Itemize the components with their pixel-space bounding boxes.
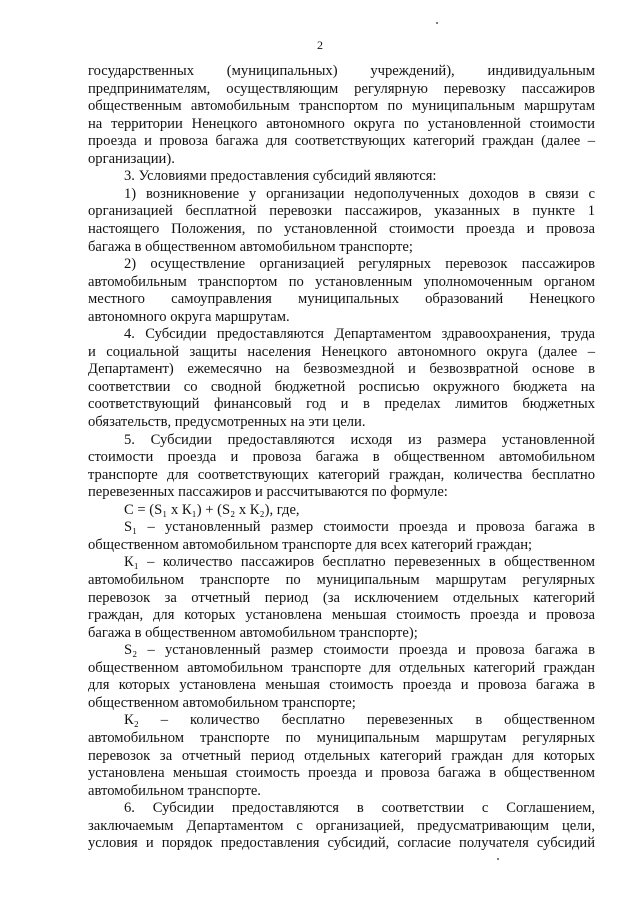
text-line: стоимости проезда и провоза багажа в общественном автомобильном <box>88 449 595 466</box>
text-line: общественном автомобильном транспорте для всех категорий граждан; <box>88 536 533 553</box>
text-line: государственных (муниципальных) учреждений), индивидуальным <box>88 63 595 79</box>
text-line: автомобильном транспорте по муниципальным маршрутам регулярных <box>88 729 595 746</box>
text-line: общественным автомобильным транспортом по муниципальным маршрутам <box>88 98 595 115</box>
text-line: S₂ – установленный размер стоимости проезда и провоза багажа в <box>124 642 595 659</box>
text-line: 1) возникновение у организации недополученных доходов в связи с <box>124 185 595 202</box>
text-line: перевезенных пассажиров и рассчитываются по формуле: <box>88 484 448 501</box>
text-line: соответствующий финансовый год и в пределах лимитов бюджетных <box>88 396 595 413</box>
text-line: багажа в общественном автомобильном транспорте); <box>88 624 418 641</box>
text-line: 2) осуществление организацией регулярных перевозок пассажиров <box>124 256 595 273</box>
text-line: обязательств, предусмотренных на эти цели. <box>88 414 366 430</box>
text-line: установлена меньшая стоимость проезда и провоза багажа в общественном <box>88 765 595 781</box>
text-line: автономного округа маршрутам. <box>88 308 290 325</box>
text-line: багажа в общественном автомобильном транспорте; <box>88 238 413 255</box>
text-line: К₁ – количество пассажиров бесплатно перевезенных в общественном <box>124 554 595 571</box>
text-line: граждан, для которых установлена меньшая стоимость проезда и провоза <box>88 607 595 624</box>
text-line: и социальной защиты населения Ненецкого автономного округа (далее – <box>88 343 595 360</box>
text-line: общественном автомобильном транспорте для отдельных категорий граждан <box>88 659 595 676</box>
text-line: организации). <box>88 150 175 167</box>
text-line: заключаемым Департаментом с организацией, предусматривающим цели, <box>88 817 595 834</box>
text-line: для которых установлена меньшая стоимость проезда и провоза багажа в <box>88 677 595 694</box>
scan-speck <box>497 858 499 860</box>
scan-speck <box>436 22 438 24</box>
text-line: 5. Субсидии предоставляются исходя из размера установленной <box>124 431 595 448</box>
text-line: 3. Условиями предоставления субсидий являются: <box>124 168 437 185</box>
text-line: автомобильном транспорте. <box>88 782 261 799</box>
text-line: перевозок за отчетный период отдельных категорий граждан для которых <box>88 747 595 764</box>
text-line: на территории Ненецкого автономного округа по установленной стоимости <box>88 115 595 132</box>
text-line: S₁ – установленный размер стоимости проезда и провоза багажа в <box>124 519 595 536</box>
text-line: К₂ – количество бесплатно перевезенных в общественном <box>124 712 595 729</box>
text-line: Департамент) ежемесячно на безвозмездной и безвозвратной основе в <box>88 361 595 378</box>
text-line: 4. Субсидии предоставляются Департаментом здравоохранения, труда <box>124 326 595 343</box>
text-line: автомобильным транспортом по установленным уполномоченным органом <box>88 273 595 290</box>
text-line: условия и порядок предоставления субсидий, согласие получателя субсидий <box>88 835 595 852</box>
page-number: 2 <box>317 38 323 52</box>
text-line: проезда и провоза багажа для соответствующих категорий граждан (далее – <box>88 133 595 150</box>
text-line: перевозок за отчетный период (за исключением отдельных категорий <box>88 589 595 606</box>
text-line: транспорте для соответствующих категорий граждан, количества бесплатно <box>88 466 595 483</box>
text-line: предпринимателям, осуществляющим регулярную перевозку пассажиров <box>88 80 595 97</box>
text-line: автомобильном транспорте по муниципальным маршрутам регулярных <box>88 572 595 588</box>
text-line: 6. Субсидии предоставляются в соответствии с Соглашением, <box>124 800 595 817</box>
text-line: С = (S₁ х К₁) + (S₂ х К₂), где, <box>124 501 300 518</box>
text-line: организацией бесплатной перевозки пассажиров, указанных в пункте 1 <box>88 203 595 220</box>
text-line: общественном автомобильном транспорте; <box>88 694 356 711</box>
text-line: соответствии со сводной бюджетной росписью окружного бюджета на <box>88 378 595 395</box>
text-line: настоящего Положения, по установленной стоимости проезда и провоза <box>88 221 595 237</box>
text-line: местного самоуправления муниципальных образований Ненецкого <box>88 291 595 308</box>
